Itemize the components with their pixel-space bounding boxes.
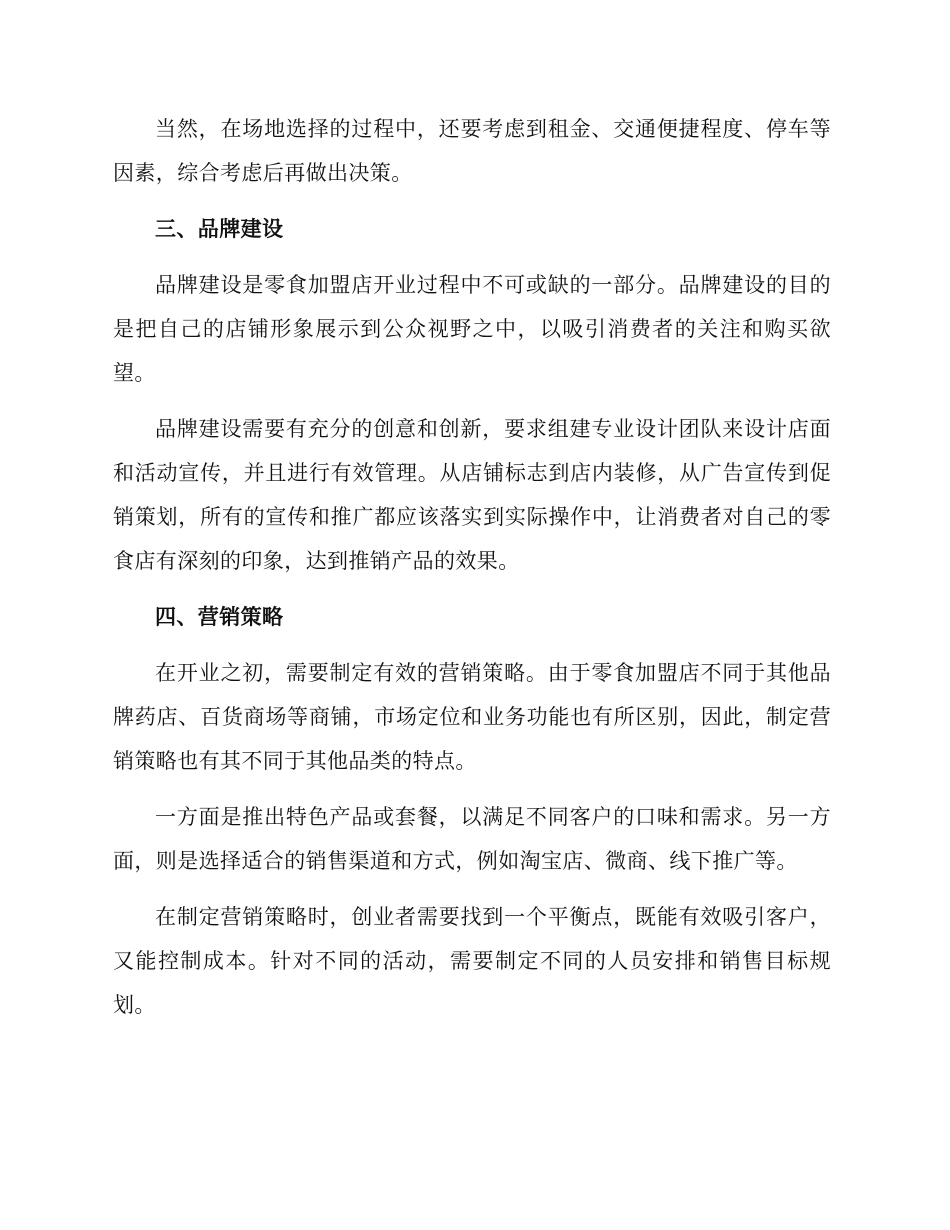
paragraph-brand-purpose: 品牌建设是零食加盟店开业过程中不可或缺的一部分。品牌建设的目的是把自己的店铺形象展示到公众视野之中，以吸引消费者的关注和购买欲望。 [113,273,831,385]
paragraph-brand-creativity: 品牌建设需要有充分的创意和创新，要求组建专业设计团队来设计店面和活动宣传，并且进行有效管理。从店铺标志到店内装修，从广告宣传到促销策划，所有的宣传和推广都应该落实到实际操作中，让消费者对自己的零食店有深刻的印象，达到推销产品的效果。 [113,417,831,573]
document-body [113,107,831,1027]
paragraph-marketing-intro: 在开业之初，需要制定有效的营销策略。由于零食加盟店不同于其他品牌药店、百货商场等商铺，市场定位和业务功能也有所区别，因此，制定营销策略也有其不同于其他品类的特点。 [113,661,831,773]
paragraph-marketing-balance: 在制定营销策略时，创业者需要找到一个平衡点，既能有效吸引客户，又能控制成本。针对不同的活动，需要制定不同的人员安排和销售目标规划。 [113,905,831,1017]
heading-brand-building: 三、品牌建设 [155,217,284,241]
paragraph-marketing-channels: 一方面是推出特色产品或套餐，以满足不同客户的口味和需求。另一方面，则是选择适合的销售渠道和方式，例如淘宝店、微商、线下推广等。 [113,805,831,873]
heading-marketing-strategy: 四、营销策略 [155,605,284,629]
paragraph-site-selection: 当然，在场地选择的过程中，还要考虑到租金、交通便捷程度、停车等因素，综合考虑后再做出决策。 [113,117,831,185]
